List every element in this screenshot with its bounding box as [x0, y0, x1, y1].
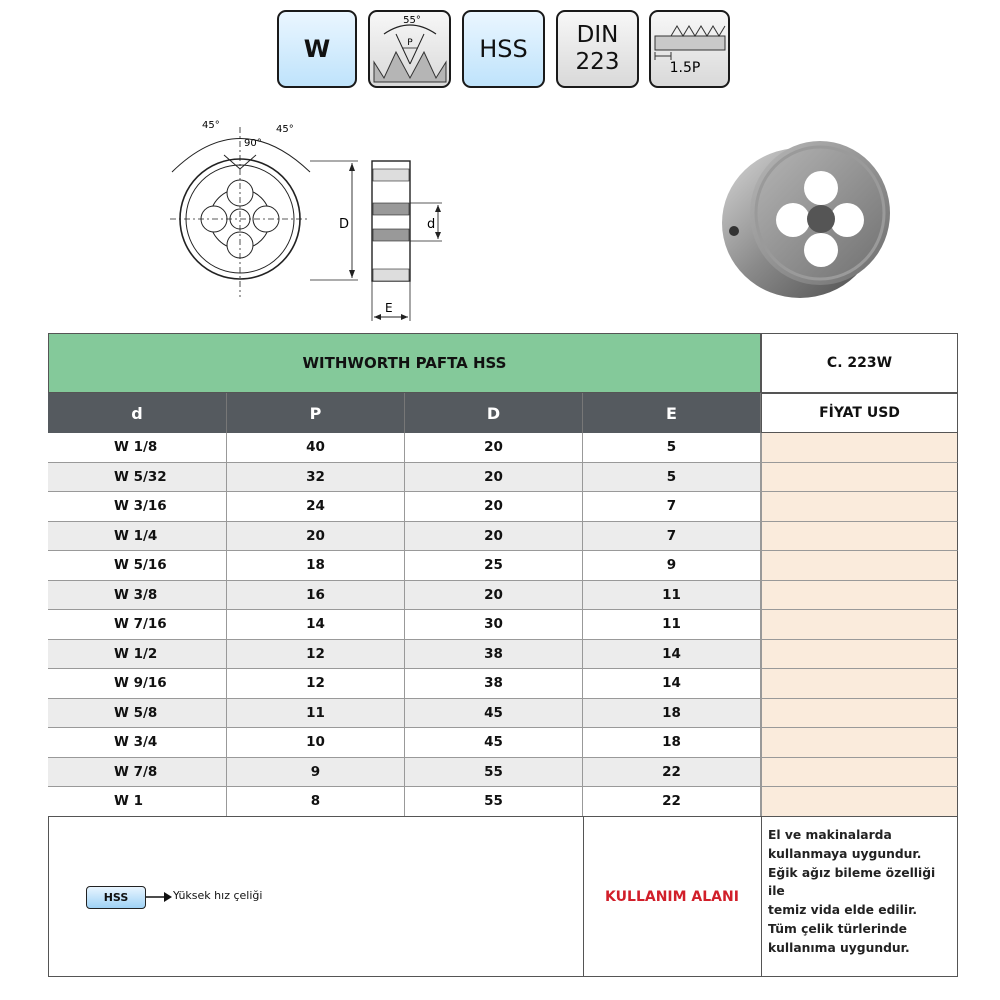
- die-product-photo: [715, 128, 905, 303]
- price-cell: [761, 522, 958, 552]
- table-row: [48, 640, 958, 670]
- din-number: 223: [575, 49, 620, 75]
- angle-right-label: 45°: [276, 124, 294, 135]
- cell-D: 25: [405, 551, 583, 581]
- thread-profile-icon: [370, 12, 449, 86]
- usage-area-label: KULLANIM ALANI: [605, 888, 739, 905]
- cell-d: W 5/8: [48, 699, 227, 729]
- price-cell: [761, 433, 958, 463]
- cell-E: 11: [583, 610, 761, 640]
- thread-angle-badge: [368, 10, 451, 88]
- cell-E: 7: [583, 522, 761, 552]
- usage-line: Tüm çelik türlerinde: [768, 921, 908, 936]
- cell-E: 7: [583, 492, 761, 522]
- cell-P: 9: [227, 758, 405, 788]
- column-header-D: D: [405, 393, 583, 433]
- whitworth-badge: [277, 10, 357, 88]
- cell-E: 18: [583, 699, 761, 729]
- din-standard-badge: [556, 10, 639, 88]
- cell-E: 22: [583, 758, 761, 788]
- hss-badge: [462, 10, 545, 88]
- din-label: DIN: [576, 22, 619, 48]
- price-cell: [761, 610, 958, 640]
- cell-d: W 5/32: [48, 463, 227, 493]
- table-footer: [48, 816, 958, 977]
- cell-E: 18: [583, 728, 761, 758]
- table-row: [48, 728, 958, 758]
- price-cell: [761, 699, 958, 729]
- hss-legend-text: Yüksek hız çeliği: [173, 889, 263, 902]
- cell-d: W 1/8: [48, 433, 227, 463]
- cell-E: 14: [583, 669, 761, 699]
- table-title: WITHWORTH PAFTA HSS: [48, 333, 761, 393]
- cell-d: W 9/16: [48, 669, 227, 699]
- cell-d: W 1/2: [48, 640, 227, 670]
- thread-length-icon: [651, 12, 728, 86]
- hss-badge-label: HSS: [479, 35, 528, 63]
- price-cell: [761, 581, 958, 611]
- pitch-text: 1.5P: [669, 60, 701, 76]
- table-row: [48, 758, 958, 788]
- cell-d: W 7/8: [48, 758, 227, 788]
- usage-line: Eğik ağız bileme özelliği ile: [768, 865, 936, 899]
- table-row: [48, 463, 958, 493]
- arrow-right-icon: [146, 891, 172, 903]
- usage-description: [768, 826, 954, 958]
- cell-D: 45: [405, 699, 583, 729]
- cell-D: 55: [405, 758, 583, 788]
- dimension-d-label: d: [427, 217, 436, 232]
- cell-E: 22: [583, 787, 761, 817]
- dimension-D-label: D: [339, 217, 350, 232]
- cell-E: 5: [583, 463, 761, 493]
- thread-length-badge: [649, 10, 730, 88]
- cell-P: 14: [227, 610, 405, 640]
- usage-line: kullanıma uygundur.: [768, 940, 910, 955]
- whitworth-badge-label: W: [303, 35, 331, 63]
- cell-P: 8: [227, 787, 405, 817]
- usage-line: kullanmaya uygundur.: [768, 846, 922, 861]
- angle-top-label: 90°: [244, 138, 262, 149]
- cell-P: 16: [227, 581, 405, 611]
- cell-d: W 1: [48, 787, 227, 817]
- cell-D: 55: [405, 787, 583, 817]
- cell-E: 14: [583, 640, 761, 670]
- angle-left-label: 45°: [202, 120, 220, 131]
- die-technical-drawing: [160, 115, 450, 325]
- cell-E: 5: [583, 433, 761, 463]
- cell-D: 20: [405, 492, 583, 522]
- table-row: [48, 492, 958, 522]
- price-cell: [761, 463, 958, 493]
- product-code: C. 223W: [761, 333, 958, 393]
- table-row: [48, 522, 958, 552]
- cell-D: 45: [405, 728, 583, 758]
- table-row: [48, 669, 958, 699]
- table-row: [48, 699, 958, 729]
- column-header-E: E: [583, 393, 761, 433]
- usage-line: El ve makinalarda: [768, 828, 892, 842]
- cell-P: 10: [227, 728, 405, 758]
- cell-E: 9: [583, 551, 761, 581]
- table-row: [48, 581, 958, 611]
- cell-d: W 3/16: [48, 492, 227, 522]
- cell-P: 18: [227, 551, 405, 581]
- usage-line: temiz vida elde edilir.: [768, 903, 918, 918]
- cell-D: 20: [405, 433, 583, 463]
- dimension-E-label: E: [385, 301, 393, 315]
- price-table: [48, 333, 958, 977]
- cell-P: 40: [227, 433, 405, 463]
- table-row: [48, 551, 958, 581]
- cell-P: 12: [227, 640, 405, 670]
- cell-P: 11: [227, 699, 405, 729]
- column-header-d: d: [48, 393, 227, 433]
- cell-d: W 3/8: [48, 581, 227, 611]
- cell-D: 38: [405, 669, 583, 699]
- price-cell: [761, 728, 958, 758]
- column-header-P: P: [227, 393, 405, 433]
- cell-D: 20: [405, 581, 583, 611]
- cell-d: W 5/16: [48, 551, 227, 581]
- cell-D: 20: [405, 522, 583, 552]
- cell-D: 20: [405, 463, 583, 493]
- table-row: [48, 610, 958, 640]
- price-cell: [761, 758, 958, 788]
- cell-P: 32: [227, 463, 405, 493]
- thread-angle-text: 55°: [403, 15, 421, 26]
- price-cell: [761, 787, 958, 817]
- thread-pitch-text: P: [407, 38, 413, 48]
- cell-E: 11: [583, 581, 761, 611]
- cell-P: 12: [227, 669, 405, 699]
- price-cell: [761, 669, 958, 699]
- price-cell: [761, 551, 958, 581]
- price-cell: [761, 640, 958, 670]
- cell-d: W 3/4: [48, 728, 227, 758]
- cell-P: 24: [227, 492, 405, 522]
- table-row: [48, 433, 958, 463]
- cell-D: 30: [405, 610, 583, 640]
- column-header-price: FİYAT USD: [761, 393, 958, 433]
- price-cell: [761, 492, 958, 522]
- cell-P: 20: [227, 522, 405, 552]
- hss-legend-badge: HSS: [86, 886, 146, 909]
- cell-d: W 1/4: [48, 522, 227, 552]
- cell-D: 38: [405, 640, 583, 670]
- table-row: [48, 787, 958, 817]
- cell-d: W 7/16: [48, 610, 227, 640]
